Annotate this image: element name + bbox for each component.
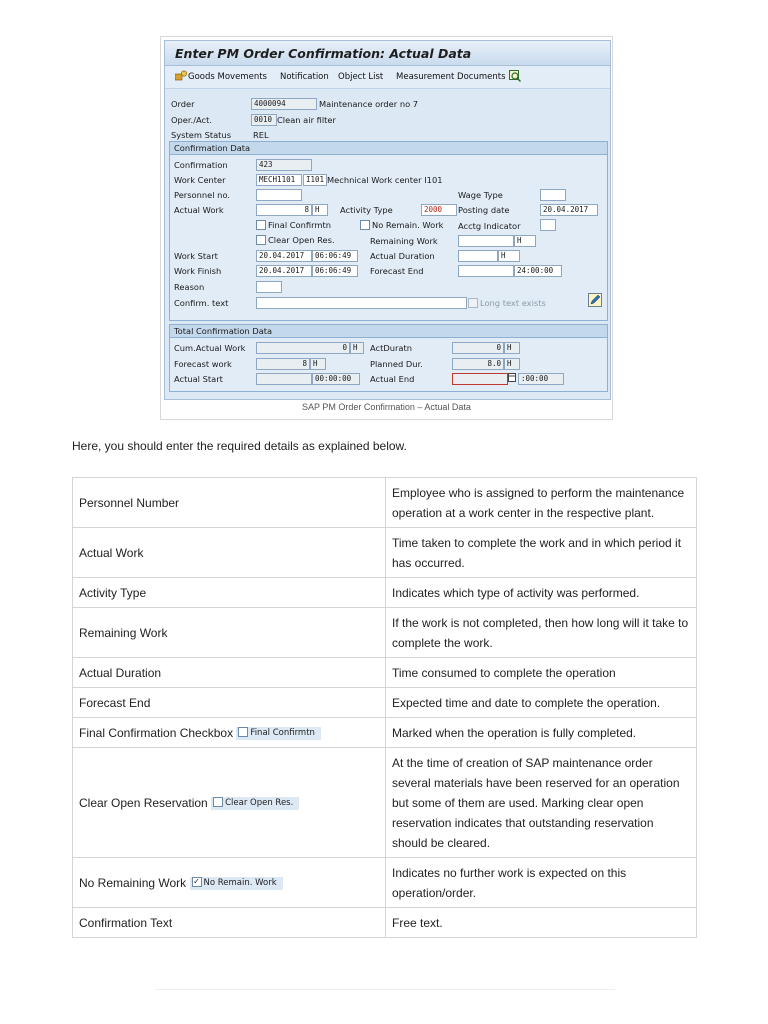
work-finish-label: Work Finish <box>174 266 222 276</box>
table-row <box>73 478 697 528</box>
goods-movements-button[interactable]: Goods Movements <box>188 72 267 82</box>
forecast-end-time-field[interactable]: 24:00:00 <box>514 265 562 277</box>
personnel-no-label: Personnel no. <box>174 190 231 200</box>
field-cell <box>73 858 386 908</box>
intro-text: Here, you should enter the required details as explained below. <box>72 439 407 453</box>
field-cell <box>73 578 386 608</box>
description-cell: Free text. <box>386 908 697 938</box>
remaining-work-field[interactable] <box>458 235 514 247</box>
posting-date-field[interactable]: 20.04.2017 <box>540 204 598 216</box>
plant-field[interactable]: I101 <box>303 174 327 186</box>
operact-label: Oper./Act. <box>171 115 212 125</box>
table-row <box>73 658 697 688</box>
calendar-icon[interactable] <box>508 373 516 382</box>
forecast-work-unit-field: H <box>310 358 326 370</box>
overview-icon[interactable] <box>509 70 521 82</box>
work-finish-time-field[interactable]: 06:06:49 <box>312 265 358 277</box>
field-cell <box>73 748 386 858</box>
table-row <box>73 688 697 718</box>
confirm-text-label: Confirm. text <box>174 298 229 308</box>
confirm-text-field[interactable] <box>256 297 467 309</box>
table-row <box>73 718 697 748</box>
field-name: Personnel Number <box>79 495 180 510</box>
long-text-exists-checkbox <box>468 298 546 309</box>
field-name: Clear Open Reservation <box>79 795 208 810</box>
no-remain-work-checkbox[interactable] <box>360 220 443 231</box>
reason-label: Reason <box>174 282 205 292</box>
object-list-button[interactable]: Object List <box>338 72 384 82</box>
order-label: Order <box>171 99 195 109</box>
confirmation-field[interactable]: 423 <box>256 159 312 171</box>
act-duratn-field: 0 <box>452 342 504 354</box>
chip-label: No Remain. Work <box>203 877 277 888</box>
operact-field[interactable]: 0010 <box>251 114 277 126</box>
actual-work-field[interactable]: 8 <box>256 204 312 216</box>
field-cell <box>73 688 386 718</box>
planned-dur-label: Planned Dur. <box>370 359 423 369</box>
divider <box>155 989 615 990</box>
no-remain-work-label: No Remain. Work <box>372 220 444 230</box>
field-name: Confirmation Text <box>79 915 173 930</box>
actual-duration-label: Actual Duration <box>370 251 435 261</box>
description-cell: Time taken to complete the work and in which period it has occurred. <box>386 528 697 578</box>
field-description-table <box>72 477 697 938</box>
final-confirmation-label: Final Confirmtn <box>268 220 331 230</box>
actual-work-unit-field[interactable]: H <box>312 204 328 216</box>
clear-open-res-label: Clear Open Res. <box>268 235 335 245</box>
actual-work-label: Actual Work <box>174 205 224 215</box>
work-start-time-field[interactable]: 06:06:49 <box>312 250 358 262</box>
work-center-description: Mechnical Work center I101 <box>327 175 443 185</box>
posting-date-label: Posting date <box>458 205 510 215</box>
confirmation-data-group <box>169 141 608 321</box>
description-cell: Indicates no further work is expected on this operation/order. <box>386 858 697 908</box>
cum-actual-work-label: Cum.Actual Work <box>174 343 246 353</box>
goods-movements-icon <box>175 70 187 81</box>
wage-type-label: Wage Type <box>458 190 503 200</box>
work-finish-date-field[interactable]: 20.04.2017 <box>256 265 312 277</box>
window-title: Enter PM Order Confirmation: Actual Data <box>175 46 472 61</box>
table-row <box>73 528 697 578</box>
personnel-no-field[interactable] <box>256 189 302 201</box>
operact-description: Clean air filter <box>277 115 336 125</box>
field-cell <box>73 908 386 938</box>
field-cell <box>73 478 386 528</box>
description-cell: Time consumed to complete the operation <box>386 658 697 688</box>
work-center-label: Work Center <box>174 175 226 185</box>
confirmation-data-header: Confirmation Data <box>170 142 607 155</box>
no-remain-work-chip <box>190 877 283 890</box>
clear-open-res-checkbox[interactable] <box>256 235 335 246</box>
total-confirmation-data-header: Total Confirmation Data <box>170 325 607 338</box>
field-name: Remaining Work <box>79 625 168 640</box>
table-row <box>73 578 697 608</box>
cum-actual-work-unit-field: H <box>350 342 364 354</box>
confirmation-label: Confirmation <box>174 160 228 170</box>
table-row <box>73 608 697 658</box>
activity-type-field[interactable]: 2000 <box>421 204 457 216</box>
field-cell <box>73 608 386 658</box>
actual-start-label: Actual Start <box>174 374 223 384</box>
table-row <box>73 908 697 938</box>
field-name: No Remaining Work <box>79 875 187 890</box>
actual-duration-unit-field[interactable]: H <box>498 250 520 262</box>
actual-end-label: Actual End <box>370 374 415 384</box>
table-row <box>73 748 697 858</box>
act-duratn-unit-field: H <box>504 342 520 354</box>
field-cell <box>73 658 386 688</box>
field-name: Actual Work <box>79 545 144 560</box>
planned-dur-field: 8.0 <box>452 358 504 370</box>
forecast-work-field: 8 <box>256 358 310 370</box>
order-description: Maintenance order no 7 <box>319 99 419 109</box>
acctg-indicator-label: Acctg Indicator <box>458 221 521 231</box>
checkmark-icon: ✓ <box>193 877 200 887</box>
measurement-documents-button[interactable]: Measurement Documents <box>396 72 506 82</box>
work-center-field[interactable]: MECH1101 <box>256 174 302 186</box>
final-confirmation-chip <box>236 727 321 740</box>
remaining-work-unit-field[interactable]: H <box>514 235 536 247</box>
clear-open-res-chip <box>211 797 299 810</box>
final-confirmation-checkbox[interactable] <box>256 220 331 231</box>
order-field[interactable]: 4000094 <box>251 98 317 110</box>
actual-start-date-field <box>256 373 312 385</box>
work-start-date-field[interactable]: 20.04.2017 <box>256 250 312 262</box>
field-name: Actual Duration <box>79 665 162 680</box>
description-cell: Expected time and date to complete the operation. <box>386 688 697 718</box>
forecast-end-date-field[interactable] <box>458 265 514 277</box>
actual-end-date-field <box>452 373 508 385</box>
sap-screenshot-figure <box>160 36 613 420</box>
act-duratn-label: ActDuratn <box>370 343 412 353</box>
work-start-label: Work Start <box>174 251 218 261</box>
cum-actual-work-field: 0 <box>256 342 350 354</box>
system-status-label: System Status <box>171 130 232 140</box>
figure-caption: SAP PM Order Confirmation – Actual Data <box>302 402 471 412</box>
description-cell: Employee who is assigned to perform the maintenance operation at a work center in the respective plant. <box>386 478 697 528</box>
system-status-value: REL <box>253 130 269 140</box>
description-cell: Marked when the operation is fully completed. <box>386 718 697 748</box>
wage-type-field[interactable] <box>540 189 566 201</box>
activity-type-label: Activity Type <box>340 205 393 215</box>
remaining-work-label: Remaining Work <box>370 236 438 246</box>
description-cell: If the work is not completed, then how long will it take to complete the work. <box>386 608 697 658</box>
notification-button[interactable]: Notification <box>280 72 329 82</box>
forecast-work-label: Forecast work <box>174 359 232 369</box>
actual-duration-field[interactable] <box>458 250 498 262</box>
reason-field[interactable] <box>256 281 282 293</box>
field-name: Activity Type <box>79 585 147 600</box>
acctg-indicator-field[interactable] <box>540 219 556 231</box>
field-name: Final Confirmation Checkbox <box>79 725 234 740</box>
field-cell <box>73 718 386 748</box>
actual-end-time-field: :00:00 <box>518 373 564 385</box>
planned-dur-unit-field: H <box>504 358 520 370</box>
chip-label: Clear Open Res. <box>225 797 294 808</box>
chip-label: Final Confirmtn <box>250 727 315 738</box>
sap-window <box>164 40 611 400</box>
table-row <box>73 858 697 908</box>
actual-start-time-field: 00:00:00 <box>312 373 360 385</box>
description-cell: Indicates which type of activity was performed. <box>386 578 697 608</box>
description-cell: At the time of creation of SAP maintenance order several materials have been reserved for an operation but some of them are used. Marking clear open reservation indicates that outstanding reservation should be cleared. <box>386 748 697 858</box>
field-name: Forecast End <box>79 695 151 710</box>
edit-long-text-icon[interactable] <box>588 293 602 307</box>
forecast-end-label: Forecast End <box>370 266 424 276</box>
field-cell <box>73 528 386 578</box>
long-text-exists-label: Long text exists <box>480 298 546 308</box>
